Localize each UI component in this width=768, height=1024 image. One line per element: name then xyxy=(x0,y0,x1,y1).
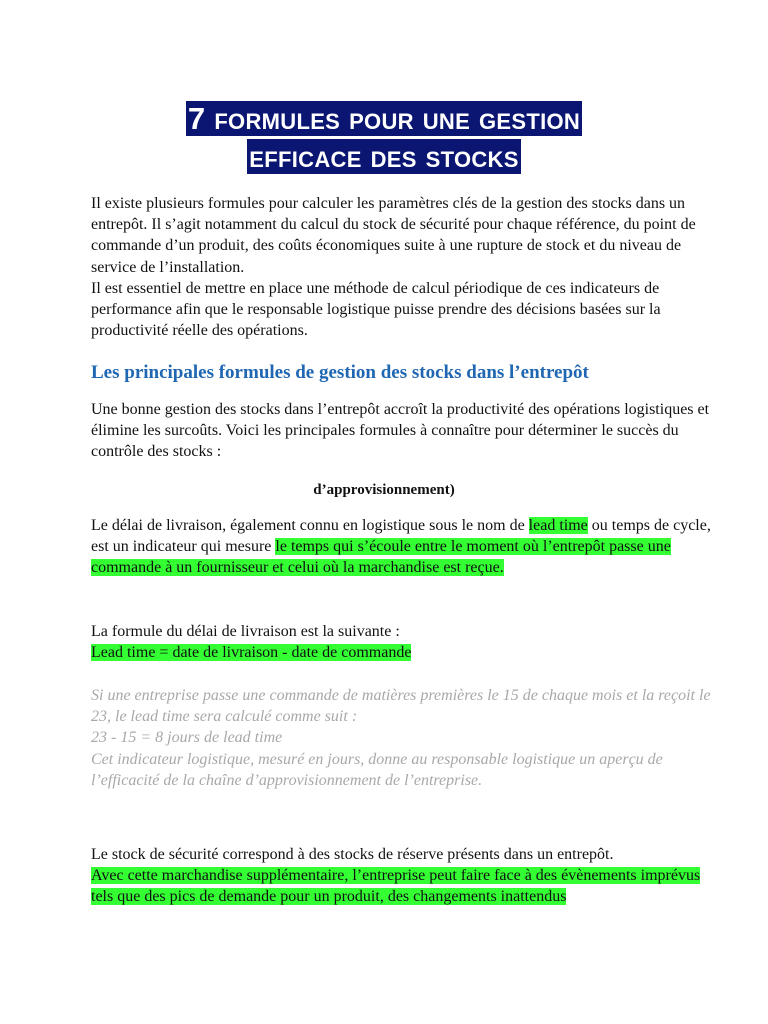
page-title-line-2: efficace des stocks xyxy=(249,139,519,174)
example-line-2: 23 - 15 = 8 jours de lead time xyxy=(91,729,283,747)
section-heading: Les principales formules de gestion des stocks dans l’entrepôt xyxy=(91,362,589,383)
lead-time-formula-section xyxy=(91,621,721,663)
lead-time-text-mid: ou temps de cycle, est un indicateur qui mesure xyxy=(91,517,711,556)
subheading-fragment: d’approvisionnement) xyxy=(313,482,455,498)
lead-time-highlight: le temps qui s’écoule entre le moment où l’entrepôt passe une commande à un fournisseur et celui où la marchandise est reçue. xyxy=(91,538,671,577)
formula-intro: La formule du délai de livraison est la suivante : xyxy=(91,623,400,640)
formula-highlight: Lead time = date de livraison - date de commande xyxy=(91,644,412,662)
page-title-line-1: 7 formules pour une gestion xyxy=(187,101,581,136)
lead-time-section xyxy=(91,515,721,579)
intro-section xyxy=(91,193,721,341)
example-line-1: Si une entreprise passe une commande de matières premières le 15 de chaque mois et la reçoit le 23, le lead time sera calculé comme suit : xyxy=(91,687,711,726)
safety-stock-paragraph xyxy=(91,844,721,908)
section-intro-paragraph: Une bonne gestion des stocks dans l’entrepôt accroît la productivité des opérations logistiques et élimine les surcoûts. Voici les principales formules à connaître pour déterminer le succès du contrôle des stocks : xyxy=(91,401,710,461)
lead-time-text-start: Le délai de livraison, également connu en logistique sous le nom de xyxy=(91,517,529,534)
safety-stock-section xyxy=(91,844,721,908)
example-line-3: Cet indicateur logistique, mesuré en jours, donne au responsable logistique un aperçu de l’efficacité de la chaîne d’approvisionnement de l’entreprise. xyxy=(91,750,663,789)
safety-stock-text-start: Le stock de sécurité correspond à des stocks de réserve présents dans un entrepôt. xyxy=(91,846,614,863)
page-title xyxy=(0,100,768,176)
intro-paragraph-2: Il est essentiel de mettre en place une méthode de calcul périodique de ces indicateurs de performance afin que le responsable logistique puisse prendre des décisions basées sur la productivité réelle des opérations. xyxy=(91,279,661,340)
example-block xyxy=(91,685,721,791)
safety-stock-highlight: Avec cette marchandise supplémentaire, l’entreprise peut faire face à des évènements imprévus tels que des pics de demande pour un produit, des changements inattendus xyxy=(91,867,701,906)
section-intro xyxy=(91,399,721,463)
lead-time-term: lead time xyxy=(528,517,588,534)
lead-time-definition xyxy=(91,515,721,579)
intro-paragraph-1: Il existe plusieurs formules pour calculer les paramètres clés de la gestion des stocks dans un entrepôt. Il s’agit notamment du calcul du stock de sécurité pour chaque référence, du point de commande d’un produit, des coûts économiques suite à une rupture de stock et du niveau de service de l’installation. xyxy=(91,195,696,276)
formula-line xyxy=(91,642,721,663)
